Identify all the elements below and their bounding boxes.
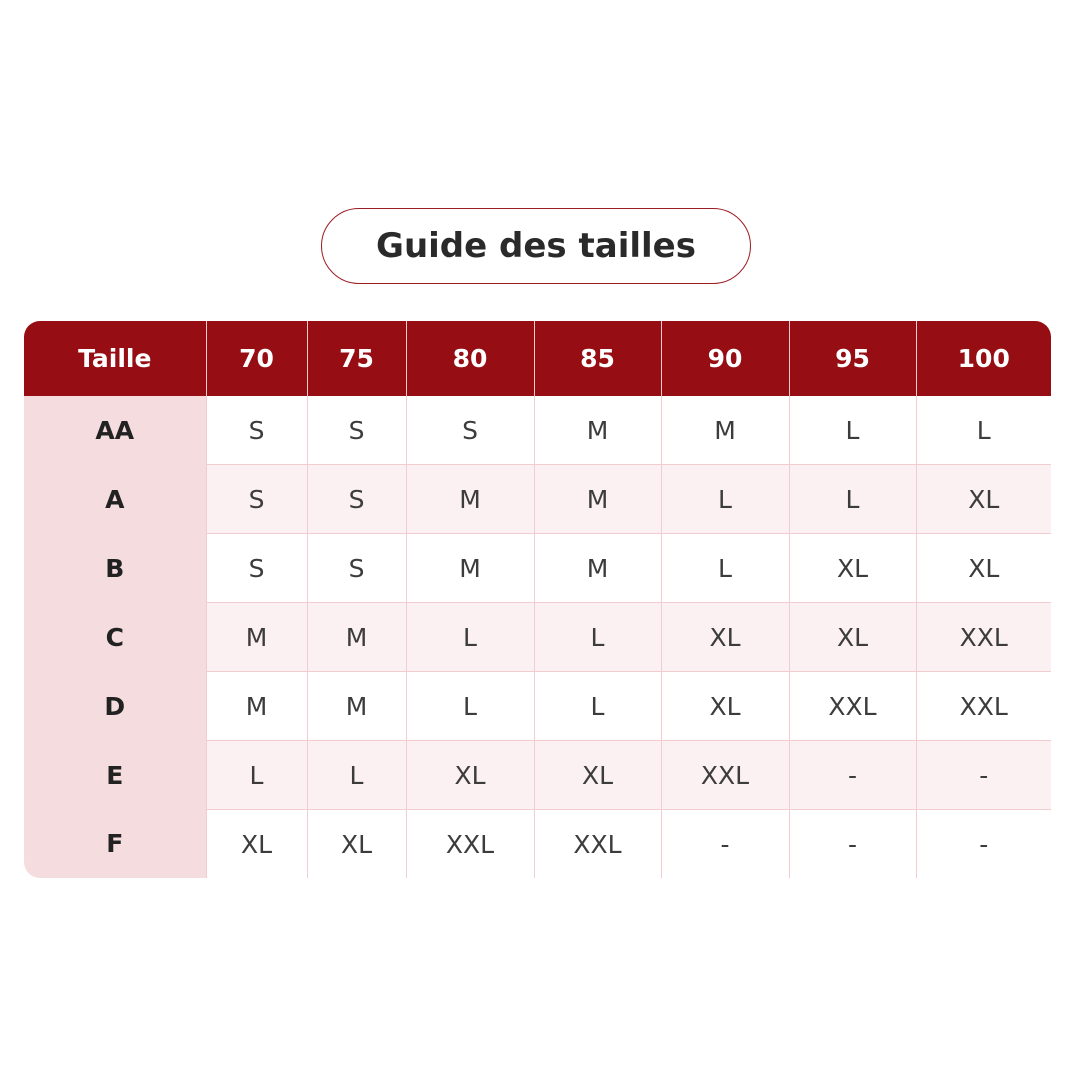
cup-size-label: B (24, 534, 206, 603)
size-cell: M (307, 603, 406, 672)
cup-size-label: C (24, 603, 206, 672)
table-row (24, 603, 1051, 672)
cup-size-label: F (24, 810, 206, 879)
size-cell: - (789, 810, 916, 879)
size-cell: XL (789, 534, 916, 603)
table-row (24, 672, 1051, 741)
size-cell: M (406, 534, 534, 603)
size-cell: S (206, 534, 307, 603)
table-row (24, 741, 1051, 810)
size-cell: M (534, 396, 661, 465)
size-cell: - (916, 810, 1051, 879)
size-cell: - (916, 741, 1051, 810)
size-cell: XL (916, 465, 1051, 534)
size-cell: M (406, 465, 534, 534)
size-cell: XL (307, 810, 406, 879)
header-band-70: 70 (206, 321, 307, 396)
size-cell: XL (406, 741, 534, 810)
size-cell: M (534, 465, 661, 534)
size-cell: L (206, 741, 307, 810)
size-cell: S (206, 465, 307, 534)
size-cell: XXL (406, 810, 534, 879)
size-cell: M (307, 672, 406, 741)
table-row (24, 396, 1051, 465)
size-cell: M (661, 396, 789, 465)
size-cell: L (789, 396, 916, 465)
size-cell: XL (789, 603, 916, 672)
size-guide-table (24, 321, 1051, 878)
size-cell: L (661, 465, 789, 534)
size-cell: L (307, 741, 406, 810)
size-cell: XXL (534, 810, 661, 879)
header-size-label: Taille (24, 321, 206, 396)
size-cell: L (406, 672, 534, 741)
size-cell: XL (916, 534, 1051, 603)
cup-size-label: A (24, 465, 206, 534)
header-band-90: 90 (661, 321, 789, 396)
size-cell: S (206, 396, 307, 465)
size-cell: XL (661, 672, 789, 741)
cup-size-label: D (24, 672, 206, 741)
table-row (24, 534, 1051, 603)
size-cell: M (206, 603, 307, 672)
size-cell: S (406, 396, 534, 465)
size-cell: XXL (661, 741, 789, 810)
header-band-100: 100 (916, 321, 1051, 396)
size-cell: XXL (789, 672, 916, 741)
size-cell: L (406, 603, 534, 672)
header-band-95: 95 (789, 321, 916, 396)
header-band-80: 80 (406, 321, 534, 396)
size-cell: L (789, 465, 916, 534)
size-cell: XXL (916, 672, 1051, 741)
size-cell: - (661, 810, 789, 879)
header-band-85: 85 (534, 321, 661, 396)
size-cell: L (661, 534, 789, 603)
header-band-75: 75 (307, 321, 406, 396)
table-header-row (24, 321, 1051, 396)
size-cell: L (534, 672, 661, 741)
size-cell: L (534, 603, 661, 672)
size-cell: S (307, 534, 406, 603)
page-title: Guide des tailles (321, 208, 751, 284)
size-cell: - (789, 741, 916, 810)
size-cell: M (206, 672, 307, 741)
size-cell: XL (206, 810, 307, 879)
size-cell: XXL (916, 603, 1051, 672)
cup-size-label: E (24, 741, 206, 810)
size-cell: S (307, 465, 406, 534)
size-cell: M (534, 534, 661, 603)
size-cell: XL (534, 741, 661, 810)
cup-size-label: AA (24, 396, 206, 465)
size-cell: XL (661, 603, 789, 672)
size-cell: L (916, 396, 1051, 465)
table-row (24, 810, 1051, 879)
table-row (24, 465, 1051, 534)
size-cell: S (307, 396, 406, 465)
